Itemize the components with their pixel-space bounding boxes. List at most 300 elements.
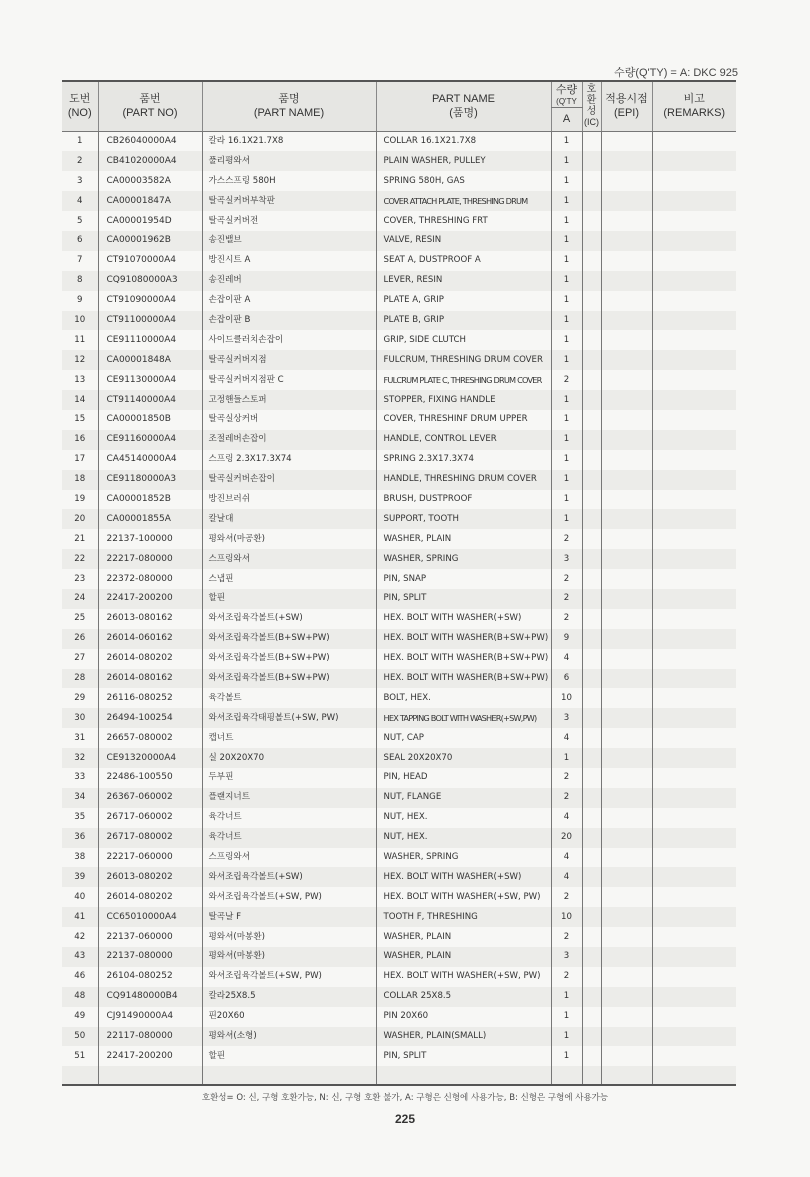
row-remarks — [652, 1007, 736, 1027]
row-part-no: 22137-100000 — [98, 529, 202, 549]
row-remarks — [652, 768, 736, 788]
row-part-no: 22486-100550 — [98, 768, 202, 788]
row-no: 3 — [77, 175, 83, 186]
row-no: 43 — [62, 947, 98, 967]
row-ic — [582, 1027, 601, 1047]
row-remarks — [652, 748, 736, 768]
header-epi-en: (EPI) — [613, 107, 640, 120]
row-qty: 1 — [551, 1007, 582, 1027]
row-epi — [601, 609, 652, 629]
row-qty: 2 — [551, 529, 582, 549]
row-part-no: 22417-200200 — [98, 589, 202, 609]
row-epi — [601, 748, 652, 768]
row-qty: 4 — [551, 848, 582, 868]
row-ic — [582, 251, 601, 271]
row-remarks — [652, 390, 736, 410]
row-name-ko: 와셔조립육각볼트(+SW) — [202, 867, 376, 887]
row-part-no: 26014-080162 — [98, 669, 202, 689]
row-no: 36 — [62, 828, 98, 848]
row-no: 20 — [62, 509, 98, 529]
row-epi — [601, 848, 652, 868]
row-remarks — [652, 231, 736, 251]
row-qty: 4 — [551, 649, 582, 669]
table-row — [62, 748, 736, 768]
row-part-no: CT91070000A4 — [98, 251, 202, 271]
row-no: 13 — [74, 374, 86, 385]
row-name-ko: 스프링와셔 — [202, 848, 376, 868]
row-part-no: CA00001852B — [98, 490, 202, 510]
row-remarks — [652, 211, 736, 231]
header-qty-en: (Q'TY — [556, 96, 577, 106]
row-name-ko: 평와셔(마봉환) — [202, 927, 376, 947]
row-no: 19 — [74, 493, 86, 504]
table-row — [62, 410, 736, 430]
row-part-no: CA00001954D — [98, 211, 202, 231]
table-row — [62, 708, 736, 728]
row-name-en: COLLAR 25X8.5 — [376, 987, 551, 1007]
row-name-ko: 캡너트 — [202, 728, 376, 748]
row-no: 7 — [77, 255, 83, 266]
header-epi — [601, 81, 652, 131]
row-no: 11 — [74, 334, 86, 345]
row-ic — [582, 410, 601, 430]
row-qty: 1 — [551, 251, 582, 271]
row-remarks — [652, 589, 736, 609]
row-qty: 1 — [551, 350, 582, 370]
row-qty: 1 — [551, 430, 582, 450]
row-remarks — [652, 848, 736, 868]
row-name-ko: 할핀 — [202, 1046, 376, 1066]
row-part-no: 26717-080002 — [98, 828, 202, 848]
row-name-en: PIN, SPLIT — [376, 589, 551, 609]
row-epi — [601, 1007, 652, 1027]
row-epi — [601, 390, 652, 410]
row-epi — [601, 1046, 652, 1066]
row-part-no: 26116-080252 — [98, 688, 202, 708]
row-part-no: 26104-080252 — [98, 967, 202, 987]
row-ic — [582, 967, 601, 987]
row-name-ko: 탈곡실상커버 — [202, 410, 376, 430]
row-qty: 10 — [551, 907, 582, 927]
row-epi — [601, 490, 652, 510]
row-no: 6 — [62, 231, 98, 251]
row-name-en: HEX. BOLT WITH WASHER(+SW, PW) — [376, 887, 551, 907]
row-name-en: PLATE B, GRIP — [376, 311, 551, 331]
row-epi — [601, 151, 652, 171]
row-qty: 1 — [551, 509, 582, 529]
row-part-no: CT91100000A4 — [98, 311, 202, 331]
row-qty: 1 — [551, 490, 582, 510]
row-qty: 4 — [551, 728, 582, 748]
row-ic — [582, 191, 601, 211]
header-no-en: (NO) — [67, 107, 92, 120]
row-name-en: STOPPER, FIXING HANDLE — [376, 390, 551, 410]
table-row — [62, 1046, 736, 1066]
row-ic — [582, 330, 601, 350]
row-epi — [601, 231, 652, 251]
header-qty — [551, 81, 582, 107]
row-ic — [582, 529, 601, 549]
row-ic — [582, 549, 601, 569]
row-epi — [601, 808, 652, 828]
table-row — [62, 271, 736, 291]
row-no: 30 — [62, 708, 98, 728]
row-name-en: HEX. BOLT WITH WASHER(+SW, PW) — [376, 967, 551, 987]
row-name-ko: 송진밸브 — [202, 231, 376, 251]
table-row — [62, 490, 736, 510]
row-epi — [601, 828, 652, 848]
row-remarks — [652, 967, 736, 987]
row-epi — [601, 370, 652, 390]
header-part-name-ko-sub: (PART NAME) — [253, 107, 325, 120]
row-epi — [601, 907, 652, 927]
row-name-en: PIN 20X60 — [376, 1007, 551, 1027]
row-part-no: 26014-080202 — [98, 887, 202, 907]
row-no: 22 — [62, 549, 98, 569]
row-part-no: CA45140000A4 — [98, 450, 202, 470]
table-row — [62, 549, 736, 569]
row-qty: 2 — [551, 589, 582, 609]
row-epi — [601, 191, 652, 211]
table-body — [62, 131, 736, 1085]
row-name-ko: 평와셔(마봉환) — [202, 947, 376, 967]
row-name-ko: 와셔조립육각태핑볼트(+SW, PW) — [202, 708, 376, 728]
row-epi — [601, 768, 652, 788]
row-remarks — [652, 271, 736, 291]
row-no: 28 — [62, 669, 98, 689]
row-name-en: WASHER, PLAIN — [376, 529, 551, 549]
row-epi — [601, 708, 652, 728]
row-epi — [601, 649, 652, 669]
table-row — [62, 1007, 736, 1027]
row-no: 34 — [62, 788, 98, 808]
row-epi — [601, 311, 652, 331]
table-row — [62, 430, 736, 450]
row-name-en: NUT, HEX. — [376, 828, 551, 848]
table-row — [62, 589, 736, 609]
row-epi — [601, 251, 652, 271]
row-name-ko: 와셔조립육각볼트(+SW, PW) — [202, 967, 376, 987]
row-part-no: 26013-080202 — [98, 867, 202, 887]
row-epi — [601, 1027, 652, 1047]
row-ic — [582, 430, 601, 450]
header-ic-3: 성 — [586, 106, 597, 118]
row-part-no: 26014-080202 — [98, 649, 202, 669]
row-remarks — [652, 808, 736, 828]
row-name-en: WASHER, SPRING — [376, 549, 551, 569]
row-remarks — [652, 867, 736, 887]
table-row — [62, 887, 736, 907]
table-row — [62, 927, 736, 947]
row-ic — [582, 788, 601, 808]
row-remarks — [652, 649, 736, 669]
row-part-no: 22117-080000 — [98, 1027, 202, 1047]
empty-cell — [62, 1066, 98, 1085]
table-row-empty — [62, 1066, 736, 1085]
row-name-ko: 조절레버손잡이 — [202, 430, 376, 450]
row-qty: 4 — [551, 808, 582, 828]
row-ic — [582, 131, 601, 151]
row-epi — [601, 430, 652, 450]
row-qty: 1 — [551, 291, 582, 311]
row-part-no: CQ91480000B4 — [98, 987, 202, 1007]
row-epi — [601, 131, 652, 151]
row-remarks — [652, 629, 736, 649]
row-remarks — [652, 887, 736, 907]
table-row — [62, 987, 736, 1007]
row-part-no: 22417-200200 — [98, 1046, 202, 1066]
row-remarks — [652, 927, 736, 947]
row-part-no: 22372-080000 — [98, 569, 202, 589]
row-qty: 1 — [551, 748, 582, 768]
row-ic — [582, 987, 601, 1007]
row-ic — [582, 589, 601, 609]
row-no: 38 — [74, 852, 86, 862]
header-part-no — [98, 81, 202, 131]
table-row — [62, 311, 736, 331]
row-name-en: TOOTH F, THRESHING — [376, 907, 551, 927]
row-ic — [582, 291, 601, 311]
row-part-no: CE91160000A4 — [98, 430, 202, 450]
row-remarks — [652, 947, 736, 967]
row-epi — [601, 211, 652, 231]
row-ic — [582, 1007, 601, 1027]
table-row — [62, 728, 736, 748]
row-qty: 1 — [551, 311, 582, 331]
table-row — [62, 828, 736, 848]
row-qty: 2 — [551, 768, 582, 788]
row-remarks — [652, 728, 736, 748]
row-name-ko: 실 20X20X70 — [202, 748, 376, 768]
row-remarks — [652, 688, 736, 708]
row-qty: 2 — [551, 927, 582, 947]
row-name-ko: 평와셔(소형) — [202, 1027, 376, 1047]
row-name-ko: 육각너트 — [202, 808, 376, 828]
row-no: 21 — [74, 533, 86, 544]
row-ic — [582, 907, 601, 927]
row-epi — [601, 728, 652, 748]
row-ic — [582, 688, 601, 708]
row-part-no: CE91180000A3 — [98, 470, 202, 490]
row-no: 46 — [74, 971, 86, 982]
row-qty: 2 — [551, 370, 582, 390]
row-part-no: CA00001962B — [98, 231, 202, 251]
qty-note: 수량(Q'TY) = A: DKC 925 — [614, 67, 738, 79]
row-part-no: CA00001850B — [98, 410, 202, 430]
row-ic — [582, 151, 601, 171]
row-epi — [601, 927, 652, 947]
row-epi — [601, 569, 652, 589]
row-name-en: PIN, SNAP — [376, 569, 551, 589]
row-name-ko: 방진브러쉬 — [202, 490, 376, 510]
row-name-ko: 칼라25X8.5 — [202, 987, 376, 1007]
row-ic — [582, 768, 601, 788]
row-name-en: BRUSH, DUSTPROOF — [376, 490, 551, 510]
row-epi — [601, 350, 652, 370]
row-part-no: CE91130000A4 — [98, 370, 202, 390]
compatibility-legend: 호환성= O: 신, 구형 호환가능, N: 신, 구형 호환 불가, A: 구형은 신형에 사용가능, B: 신형은 구형에 사용가능 — [201, 1093, 609, 1103]
row-qty: 1 — [551, 470, 582, 490]
table-row — [62, 151, 736, 171]
empty-cell — [601, 1066, 652, 1085]
row-name-en: HEX. BOLT WITH WASHER(+SW) — [376, 867, 551, 887]
row-epi — [601, 867, 652, 887]
row-ic — [582, 828, 601, 848]
row-qty: 1 — [551, 191, 582, 211]
row-remarks — [652, 509, 736, 529]
row-no: 50 — [62, 1027, 98, 1047]
header-qty-a: A — [551, 107, 582, 131]
row-name-en: PIN, SPLIT — [376, 1046, 551, 1066]
row-name-ko: 탈곡실커버손잡이 — [202, 470, 376, 490]
row-remarks — [652, 609, 736, 629]
row-ic — [582, 271, 601, 291]
row-name-en: WASHER, PLAIN(SMALL) — [376, 1027, 551, 1047]
row-qty: 2 — [551, 887, 582, 907]
row-epi — [601, 688, 652, 708]
header-ic — [582, 81, 601, 131]
row-name-en: COLLAR 16.1X21.7X8 — [376, 131, 551, 151]
row-name-ko: 고정핸들스토퍼 — [202, 390, 376, 410]
row-remarks — [652, 410, 736, 430]
row-name-ko: 풀리평와셔 — [202, 151, 376, 171]
row-name-ko: 평와셔(마공환) — [202, 529, 376, 549]
row-qty: 3 — [551, 549, 582, 569]
row-ic — [582, 231, 601, 251]
table-row — [62, 1027, 736, 1047]
table-row — [62, 569, 736, 589]
row-epi — [601, 330, 652, 350]
header-remarks — [652, 81, 736, 131]
row-ic — [582, 728, 601, 748]
row-name-ko: 송진레버 — [202, 271, 376, 291]
row-remarks — [652, 569, 736, 589]
row-remarks — [652, 171, 736, 191]
row-name-ko: 탈곡실커버부착판 — [202, 191, 376, 211]
row-ic — [582, 509, 601, 529]
header-ic-2: 환 — [586, 95, 597, 107]
row-epi — [601, 450, 652, 470]
empty-cell — [652, 1066, 736, 1085]
row-name-en: HANDLE, CONTROL LEVER — [376, 430, 551, 450]
row-name-en: COVER, THRESHINF DRUM UPPER — [376, 410, 551, 430]
row-epi — [601, 788, 652, 808]
row-no: 24 — [62, 589, 98, 609]
row-name-ko: 플랜지너트 — [202, 788, 376, 808]
row-ic — [582, 808, 601, 828]
row-epi — [601, 529, 652, 549]
row-no: 5 — [77, 215, 83, 226]
table-row — [62, 768, 736, 788]
row-qty: 2 — [551, 967, 582, 987]
row-qty: 6 — [551, 669, 582, 689]
row-no: 49 — [74, 1011, 86, 1022]
row-part-no: CJ91490000A4 — [98, 1007, 202, 1027]
header-part-name-en-label: PART NAME — [432, 93, 495, 106]
row-qty: 4 — [551, 867, 582, 887]
table-row — [62, 131, 736, 151]
row-part-no: 22137-060000 — [98, 927, 202, 947]
row-name-en: PLAIN WASHER, PULLEY — [376, 151, 551, 171]
row-qty: 20 — [551, 828, 582, 848]
header-no — [62, 81, 98, 131]
table-row — [62, 688, 736, 708]
row-name-en: NUT, FLANGE — [376, 788, 551, 808]
row-remarks — [652, 251, 736, 271]
row-name-ko: 탈곡실커버전 — [202, 211, 376, 231]
row-remarks — [652, 311, 736, 331]
row-no: 14 — [62, 390, 98, 410]
table-row — [62, 867, 736, 887]
parts-table — [62, 80, 736, 1086]
table-row — [62, 251, 736, 271]
row-ic — [582, 311, 601, 331]
header-remarks-ko: 비고 — [683, 93, 705, 106]
row-no: 2 — [62, 151, 98, 171]
row-no: 42 — [74, 931, 86, 942]
row-part-no: 26013-080162 — [98, 609, 202, 629]
row-name-ko: 와셔조립육각볼트(+SW) — [202, 609, 376, 629]
row-name-ko: 가스스프링 580H — [202, 171, 376, 191]
row-no: 31 — [74, 732, 86, 743]
row-part-no: CC65010000A4 — [98, 907, 202, 927]
row-name-ko: 핀20X60 — [202, 1007, 376, 1027]
row-qty: 1 — [551, 987, 582, 1007]
row-remarks — [652, 131, 736, 151]
row-remarks — [652, 1027, 736, 1047]
row-ic — [582, 171, 601, 191]
row-name-ko: 육각볼트 — [202, 688, 376, 708]
row-remarks — [652, 151, 736, 171]
row-name-ko: 손잡이판 B — [202, 311, 376, 331]
table-row — [62, 370, 736, 390]
table-row — [62, 350, 736, 370]
row-qty: 1 — [551, 211, 582, 231]
row-ic — [582, 609, 601, 629]
row-epi — [601, 291, 652, 311]
row-remarks — [652, 529, 736, 549]
row-part-no: 22137-080000 — [98, 947, 202, 967]
row-remarks — [652, 669, 736, 689]
row-epi — [601, 887, 652, 907]
row-part-no: 26014-060162 — [98, 629, 202, 649]
row-name-en: PIN, HEAD — [376, 768, 551, 788]
row-name-ko: 할핀 — [202, 589, 376, 609]
row-name-ko: 와셔조립육각볼트(+SW, PW) — [202, 887, 376, 907]
row-part-no: CA00001848A — [98, 350, 202, 370]
row-qty: 9 — [551, 629, 582, 649]
row-qty: 3 — [551, 708, 582, 728]
row-ic — [582, 470, 601, 490]
table-row — [62, 470, 736, 490]
table-row — [62, 509, 736, 529]
row-name-ko: 스프링 2.3X17.3X74 — [202, 450, 376, 470]
row-remarks — [652, 350, 736, 370]
row-remarks — [652, 450, 736, 470]
row-no: 35 — [74, 812, 86, 823]
row-ic — [582, 390, 601, 410]
row-ic — [582, 569, 601, 589]
table-row — [62, 947, 736, 967]
row-name-en: WASHER, PLAIN — [376, 947, 551, 967]
empty-cell — [376, 1066, 551, 1085]
table-row — [62, 808, 736, 828]
row-qty: 2 — [551, 788, 582, 808]
row-remarks — [652, 708, 736, 728]
header-qty-ko: 수량 — [555, 83, 578, 96]
row-part-no: CE91110000A4 — [98, 330, 202, 350]
row-name-en: HEX TAPPING BOLT WITH WASHER(+SW,PW) — [376, 708, 551, 728]
